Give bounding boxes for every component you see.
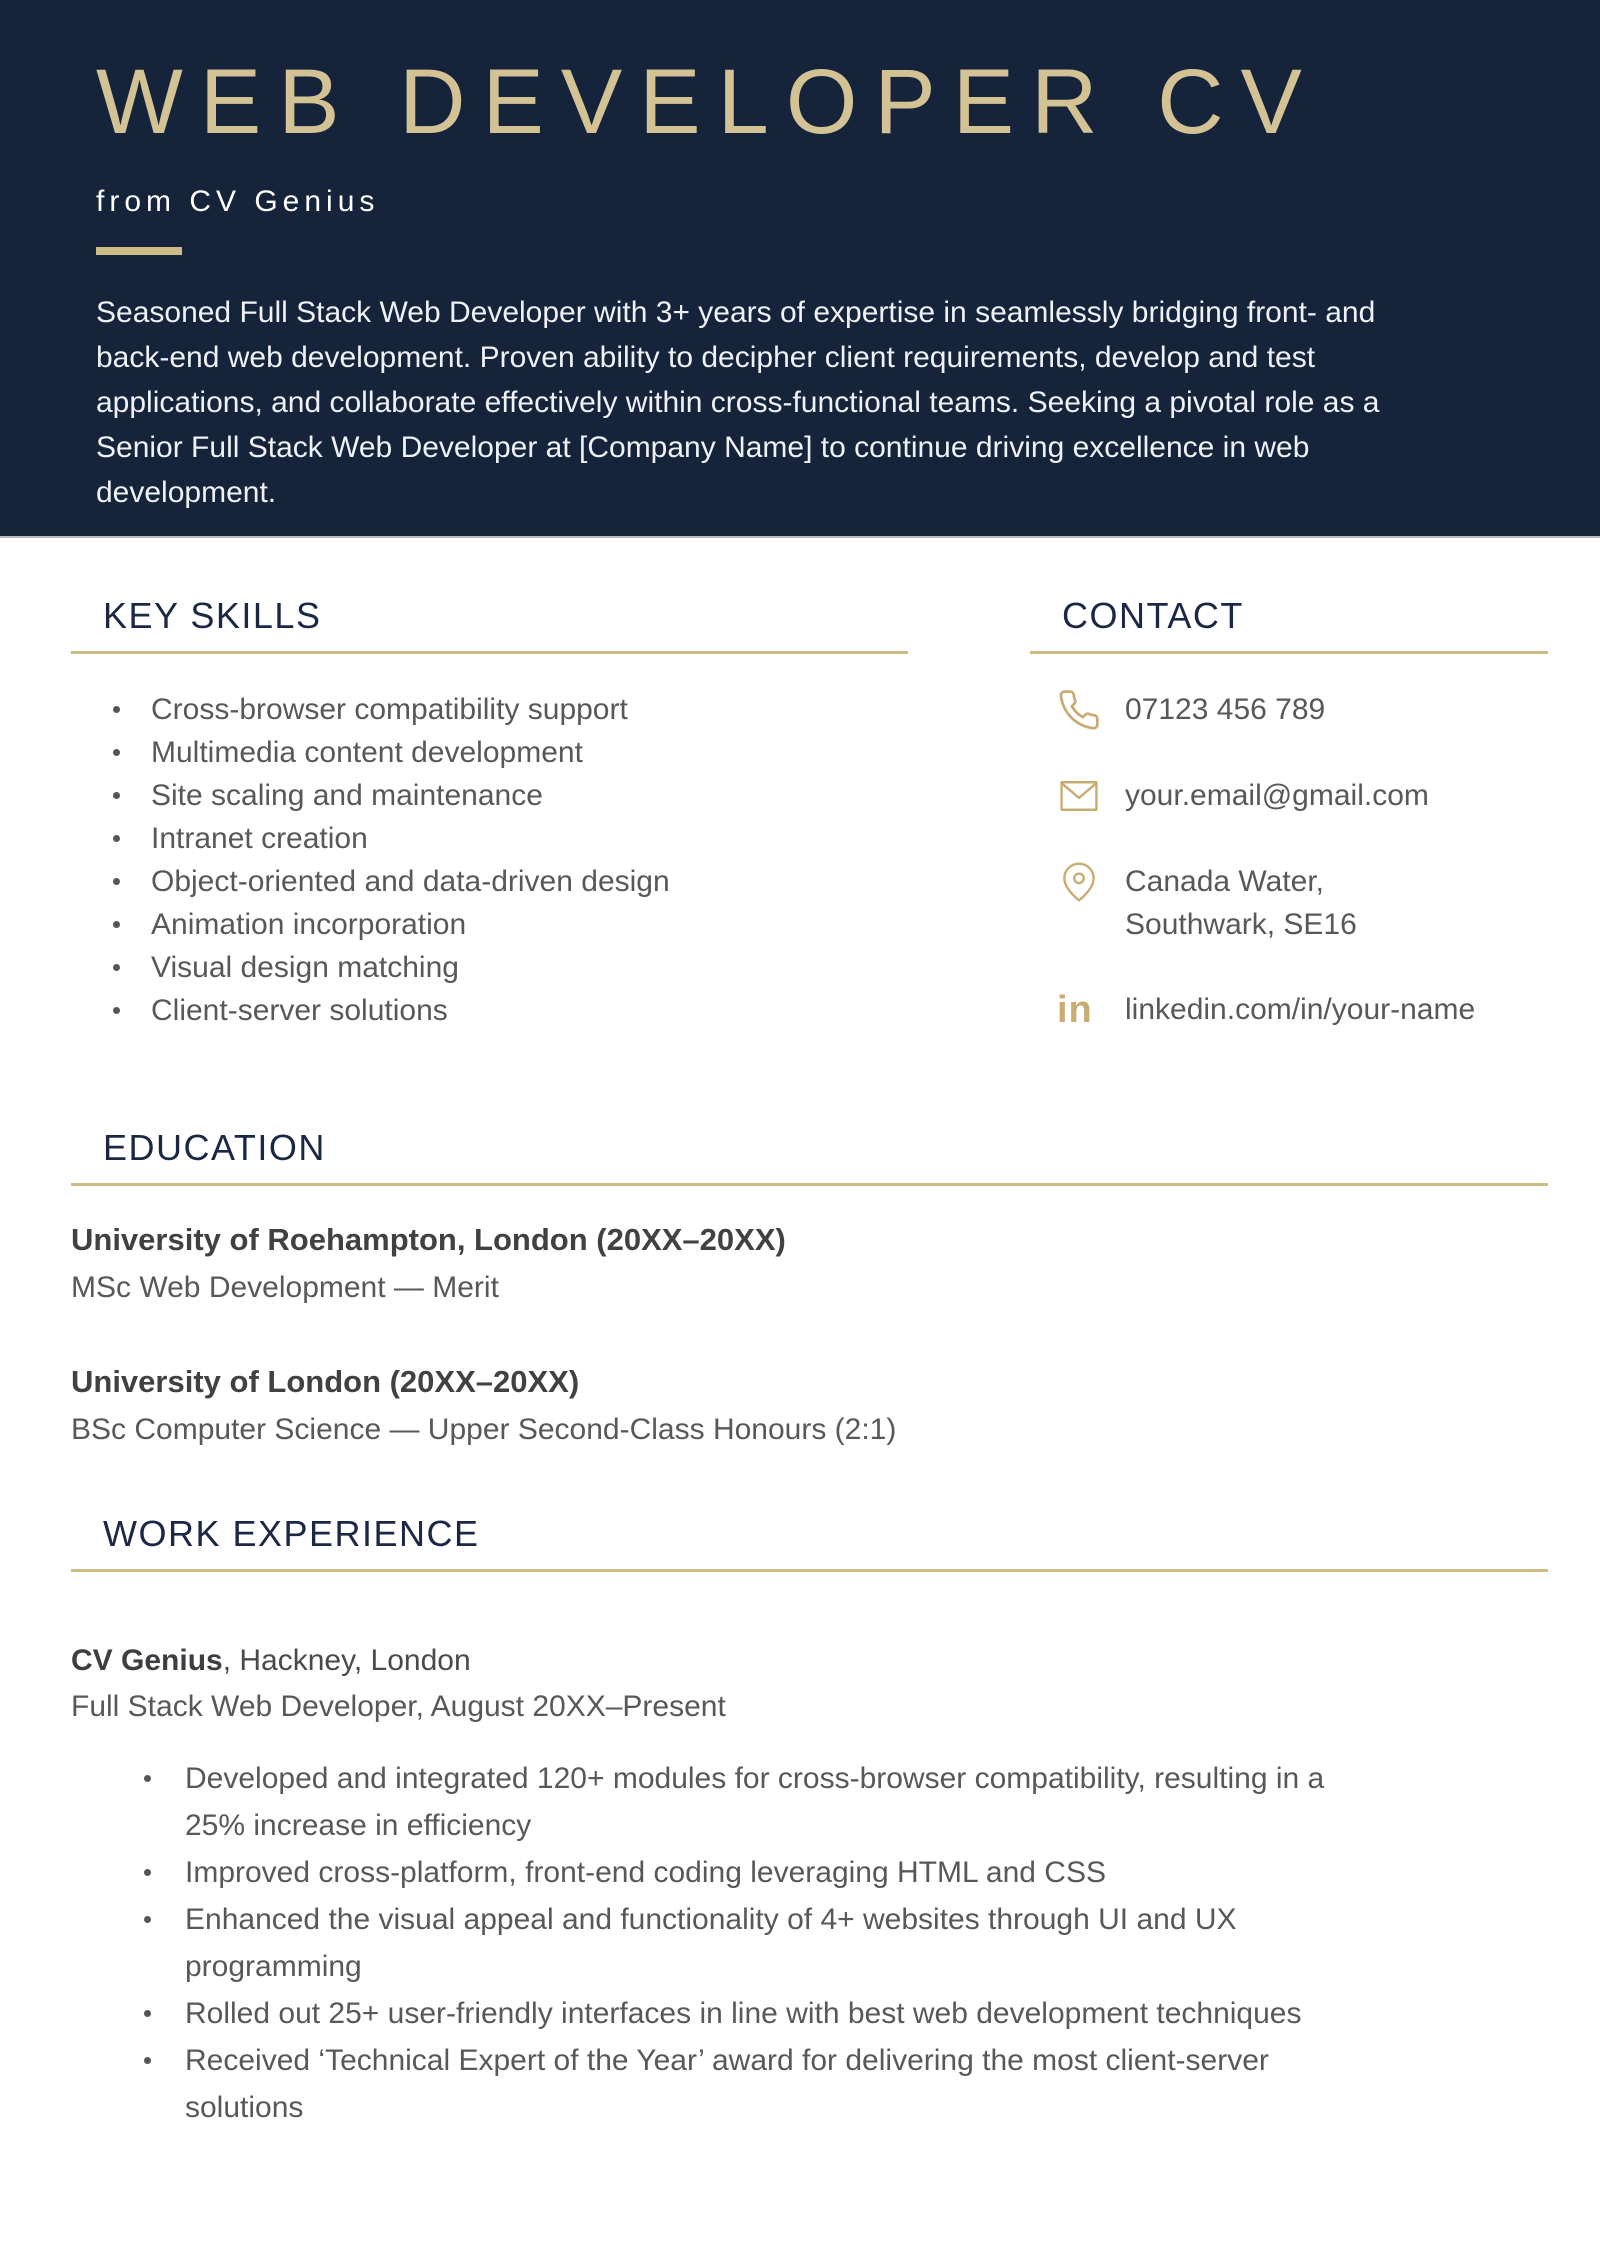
hero-banner <box>0 0 1600 538</box>
skill-label: Animation incorporation <box>151 908 467 941</box>
bullet-dot <box>144 2057 151 2064</box>
education-entry <box>71 1358 1548 1454</box>
bullet-dot <box>144 1775 151 1782</box>
experience-bullet <box>71 1896 1548 1990</box>
gold-divider <box>71 1569 1548 1572</box>
skill-item <box>71 989 908 1032</box>
bullet-dot <box>113 878 120 885</box>
page-title: WEB DEVELOPER CV <box>96 51 1319 153</box>
resume-body <box>0 594 1600 2124</box>
bullet-dot <box>113 792 120 799</box>
hero-subtitle: from CV Genius <box>96 185 380 218</box>
location-text <box>1125 860 1357 946</box>
skill-item <box>71 946 908 989</box>
education-entry-title: University of London (20XX–20XX) <box>71 1364 580 1399</box>
bullet-text: Rolled out 25+ user-friendly interfaces in line with best web development techniques <box>185 1997 1302 2030</box>
experience-bullet <box>71 1990 1548 2037</box>
summary-line: development. <box>96 476 277 509</box>
contact-location-row <box>1030 860 1548 946</box>
education-entries <box>71 1216 1548 1454</box>
work-experience-heading: WORK EXPERIENCE <box>103 1513 480 1554</box>
summary-line: Senior Full Stack Web Developer at [Company Name] to continue driving excellence in web <box>96 431 1310 464</box>
employer-name: CV Genius <box>71 1644 223 1677</box>
key-skills-section <box>71 594 908 1032</box>
bullet-text: Developed and integrated 120+ modules for cross-browser compatibility, resulting in a 25% increase in efficiency <box>185 1762 1325 1842</box>
experience-entry-header <box>71 1638 1548 1730</box>
education-entry-detail: MSc Web Development — Merit <box>71 1271 499 1304</box>
contact-linkedin-row <box>1030 988 1548 1032</box>
bullet-dot <box>144 1869 151 1876</box>
gold-accent-bar <box>96 247 182 255</box>
bullet-dot <box>144 2010 151 2017</box>
experience-bullet <box>71 2037 1548 2131</box>
skill-label: Object-oriented and data-driven design <box>151 865 670 898</box>
contact-list <box>1030 688 1548 1032</box>
role-and-dates: Full Stack Web Developer, August 20XX–Present <box>71 1690 726 1723</box>
skill-item <box>71 688 908 731</box>
education-entry <box>71 1216 1548 1312</box>
skill-label: Client-server solutions <box>151 994 448 1027</box>
skill-item <box>71 731 908 774</box>
key-skills-heading: KEY SKILLS <box>103 595 322 636</box>
experience-bullet <box>71 1755 1548 1849</box>
summary-line: applications, and collaborate effectively within cross-functional teams. Seeking a pivotal role as a <box>96 386 1380 419</box>
skills-list <box>71 688 908 1032</box>
contact-heading: CONTACT <box>1062 595 1244 636</box>
skill-label: Intranet creation <box>151 822 368 855</box>
gold-divider <box>71 1183 1548 1186</box>
linkedin-url: linkedin.com/in/your-name <box>1125 993 1476 1026</box>
experience-bullet <box>71 1849 1548 1896</box>
skill-item <box>71 860 908 903</box>
location-line: Canada Water, <box>1125 865 1324 898</box>
linkedin-icon: in <box>1057 989 1093 1031</box>
location-pin-icon <box>1057 860 1101 904</box>
bullet-dot <box>113 749 120 756</box>
education-entry-detail: BSc Computer Science — Upper Second-Class Honours (2:1) <box>71 1413 897 1446</box>
phone-icon <box>1057 688 1101 732</box>
email-icon <box>1057 774 1101 818</box>
bullet-text: Received ‘Technical Expert of the Year’ award for delivering the most client-server solutions <box>185 2044 1269 2124</box>
professional-summary <box>96 290 1496 515</box>
contact-phone-row <box>1030 688 1548 732</box>
skill-label: Cross-browser compatibility support <box>151 693 628 726</box>
education-section <box>71 1126 1548 1454</box>
summary-line: back-end web development. Proven ability to decipher client requirements, develop and test <box>96 341 1316 374</box>
skill-label: Site scaling and maintenance <box>151 779 543 812</box>
bullet-dot <box>113 706 120 713</box>
bullet-text: Enhanced the visual appeal and functionality of 4+ websites through UI and UX programming <box>185 1903 1237 1983</box>
experience-bullet-list <box>71 1755 1548 2131</box>
phone-number: 07123 456 789 <box>1125 693 1326 726</box>
bullet-dot <box>113 921 120 928</box>
bullet-dot <box>113 964 120 971</box>
skill-item <box>71 774 908 817</box>
education-entry-title: University of Roehampton, London (20XX–20XX) <box>71 1222 786 1257</box>
bullet-dot <box>144 1916 151 1923</box>
education-heading: EDUCATION <box>103 1127 326 1168</box>
bullet-dot <box>113 1007 120 1014</box>
skill-item <box>71 817 908 860</box>
summary-line: Seasoned Full Stack Web Developer with 3+ years of expertise in seamlessly bridging front- and <box>96 296 1376 329</box>
two-column-area <box>71 594 1548 1032</box>
skill-label: Multimedia content development <box>151 736 583 769</box>
gold-divider <box>1030 651 1548 654</box>
employer-location: , Hackney, London <box>222 1644 471 1677</box>
location-line: Southwark, SE16 <box>1125 908 1357 941</box>
contact-email-row <box>1030 774 1548 818</box>
contact-section <box>1030 594 1548 1032</box>
work-experience-section <box>71 1512 1548 2124</box>
employer-line <box>71 1638 1548 1684</box>
gold-divider <box>71 651 908 654</box>
bullet-dot <box>113 835 120 842</box>
email-address: your.email@gmail.com <box>1125 779 1429 812</box>
skill-label: Visual design matching <box>151 951 459 984</box>
bullet-text: Improved cross-platform, front-end coding leveraging HTML and CSS <box>185 1856 1106 1889</box>
skill-item <box>71 903 908 946</box>
